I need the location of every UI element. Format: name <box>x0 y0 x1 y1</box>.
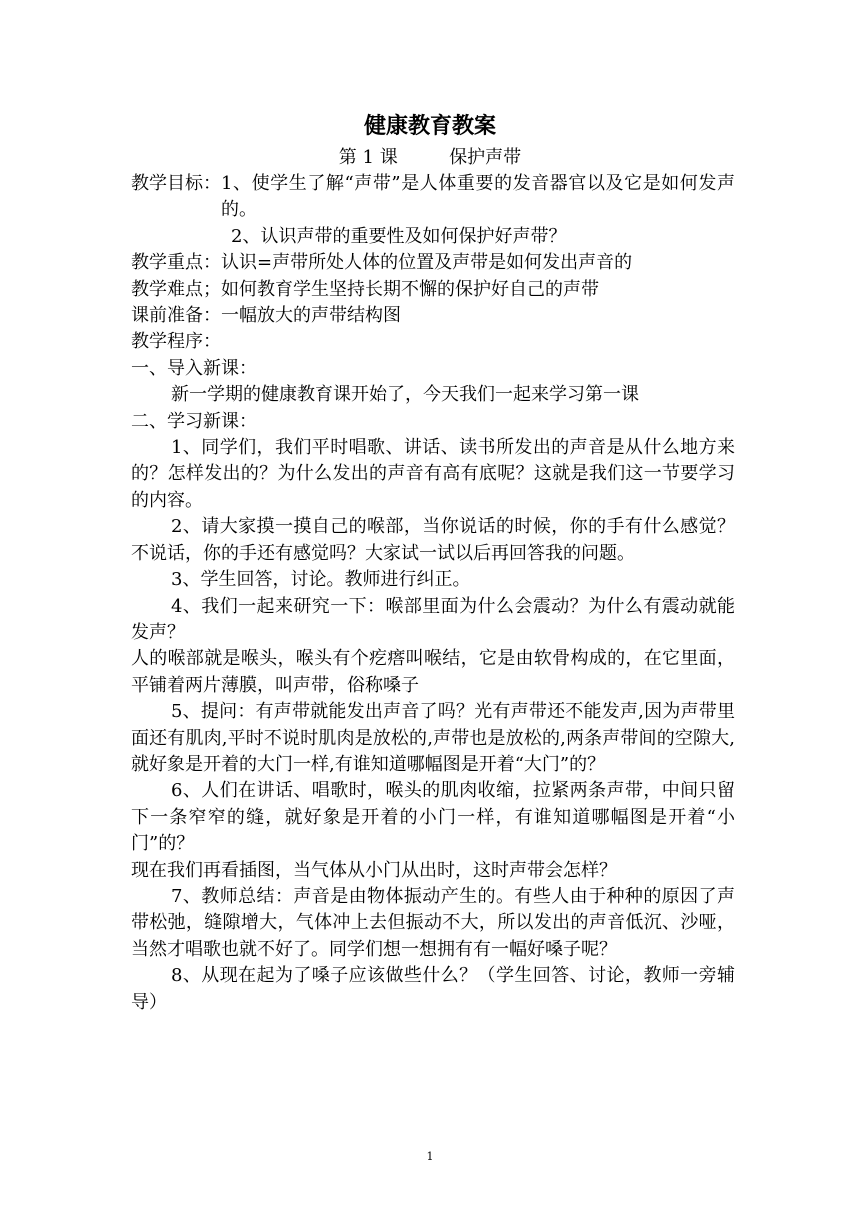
document-title: 健康教育教案 <box>363 114 496 139</box>
section2-paragraph-6: 6、人们在讲话、唱歌时，喉头的肌肉收缩，拉紧两条声带，中间只留下一条窄窄的缝，就好象是开着的小门一样，有谁知道哪幅图是开着“小门”的？ <box>131 780 735 855</box>
key-point-label: 教学重点： <box>131 252 221 274</box>
section1-text: 新一学期的健康教育课开始了，今天我们一起来学习第一课 <box>171 384 639 406</box>
section2-paragraph-3: 3、学生回答，讨论。教师进行纠正。 <box>171 569 471 591</box>
section1-heading: 一、导入新课： <box>131 357 257 379</box>
key-point-row <box>131 250 735 276</box>
objectives-label: 教学目标： <box>131 173 221 194</box>
preparation-row <box>131 303 735 329</box>
section2-paragraph-5: 5、提问：有声带就能发出声音了吗？光有声带还不能发声,因为声带里面还有肌肉,平时不说时肌肉是放松的,声带也是放松的,两条声带间的空隙大,就好象是开着的大门一样,有谁知道哪幅图是开着“大门”的？ <box>131 701 735 775</box>
section2-paragraph-1: 1、同学们，我们平时唱歌、讲话、读书所发出的声音是从什么地方来的？怎样发出的？为什么发出的声音有高有底呢？这就是我们这一节要学习的内容。 <box>131 437 735 511</box>
section2-heading: 二、学习新课： <box>131 410 257 432</box>
difficulty-label: 教学难点； <box>131 278 221 300</box>
preparation-label: 课前准备： <box>131 305 221 327</box>
section2-paragraph-8: 8、从现在起为了嗓子应该做些什么？（学生回答、讨论，教师一旁辅导） <box>131 965 735 1013</box>
section2-paragraph-4: 4、我们一起来研究一下：喉部里面为什么会震动？为什么有震动就能发声？ <box>131 595 735 643</box>
lesson-subtitle: 第 1 课 保护声带 <box>338 147 522 168</box>
difficulty-row <box>131 277 735 303</box>
procedure-heading: 教学程序： <box>131 331 221 353</box>
preparation-text: 一幅放大的声带结构图 <box>221 305 401 327</box>
section2-paragraph-6b: 现在我们再看插图，当气体从小门从出时，这时声带会怎样？ <box>131 859 617 881</box>
page-number: 1 <box>426 1150 434 1163</box>
key-point-text: 认识=声带所处人体的位置及声带是如何发出声音的 <box>221 252 633 274</box>
document-body <box>131 171 735 1016</box>
objectives-row <box>131 171 735 224</box>
objective-item-2: 2、认识声带的重要性及如何保护好声带？ <box>231 225 567 247</box>
objective-item-1: 1、使学生了解“声带”是人体重要的发音器官以及它是如何发声的。 <box>221 173 735 221</box>
section2-paragraph-4b: 人的喉部就是喉头，喉头有个疙瘩叫喉结，它是由软骨构成的，在它里面，平铺着两片薄膜，叫声带，俗称嗓子 <box>131 648 735 696</box>
section2-paragraph-7: 7、教师总结：声音是由物体振动产生的。有些人由于种种的原因了声带松弛，缝隙增大，气体冲上去但振动不大，所以发出的声音低沉、沙哑，当然才唱歌也就不好了。同学们想一想拥有有一幅好嗓子呢？ <box>131 885 735 960</box>
difficulty-text: 如何教育学生坚持长期不懈的保护好自己的声带 <box>221 278 599 300</box>
section2-paragraph-2: 2、请大家摸一摸自己的喉部，当你说话的时候，你的手有什么感觉？不说话，你的手还有感觉吗？大家试一试以后再回答我的问题。 <box>131 516 735 564</box>
